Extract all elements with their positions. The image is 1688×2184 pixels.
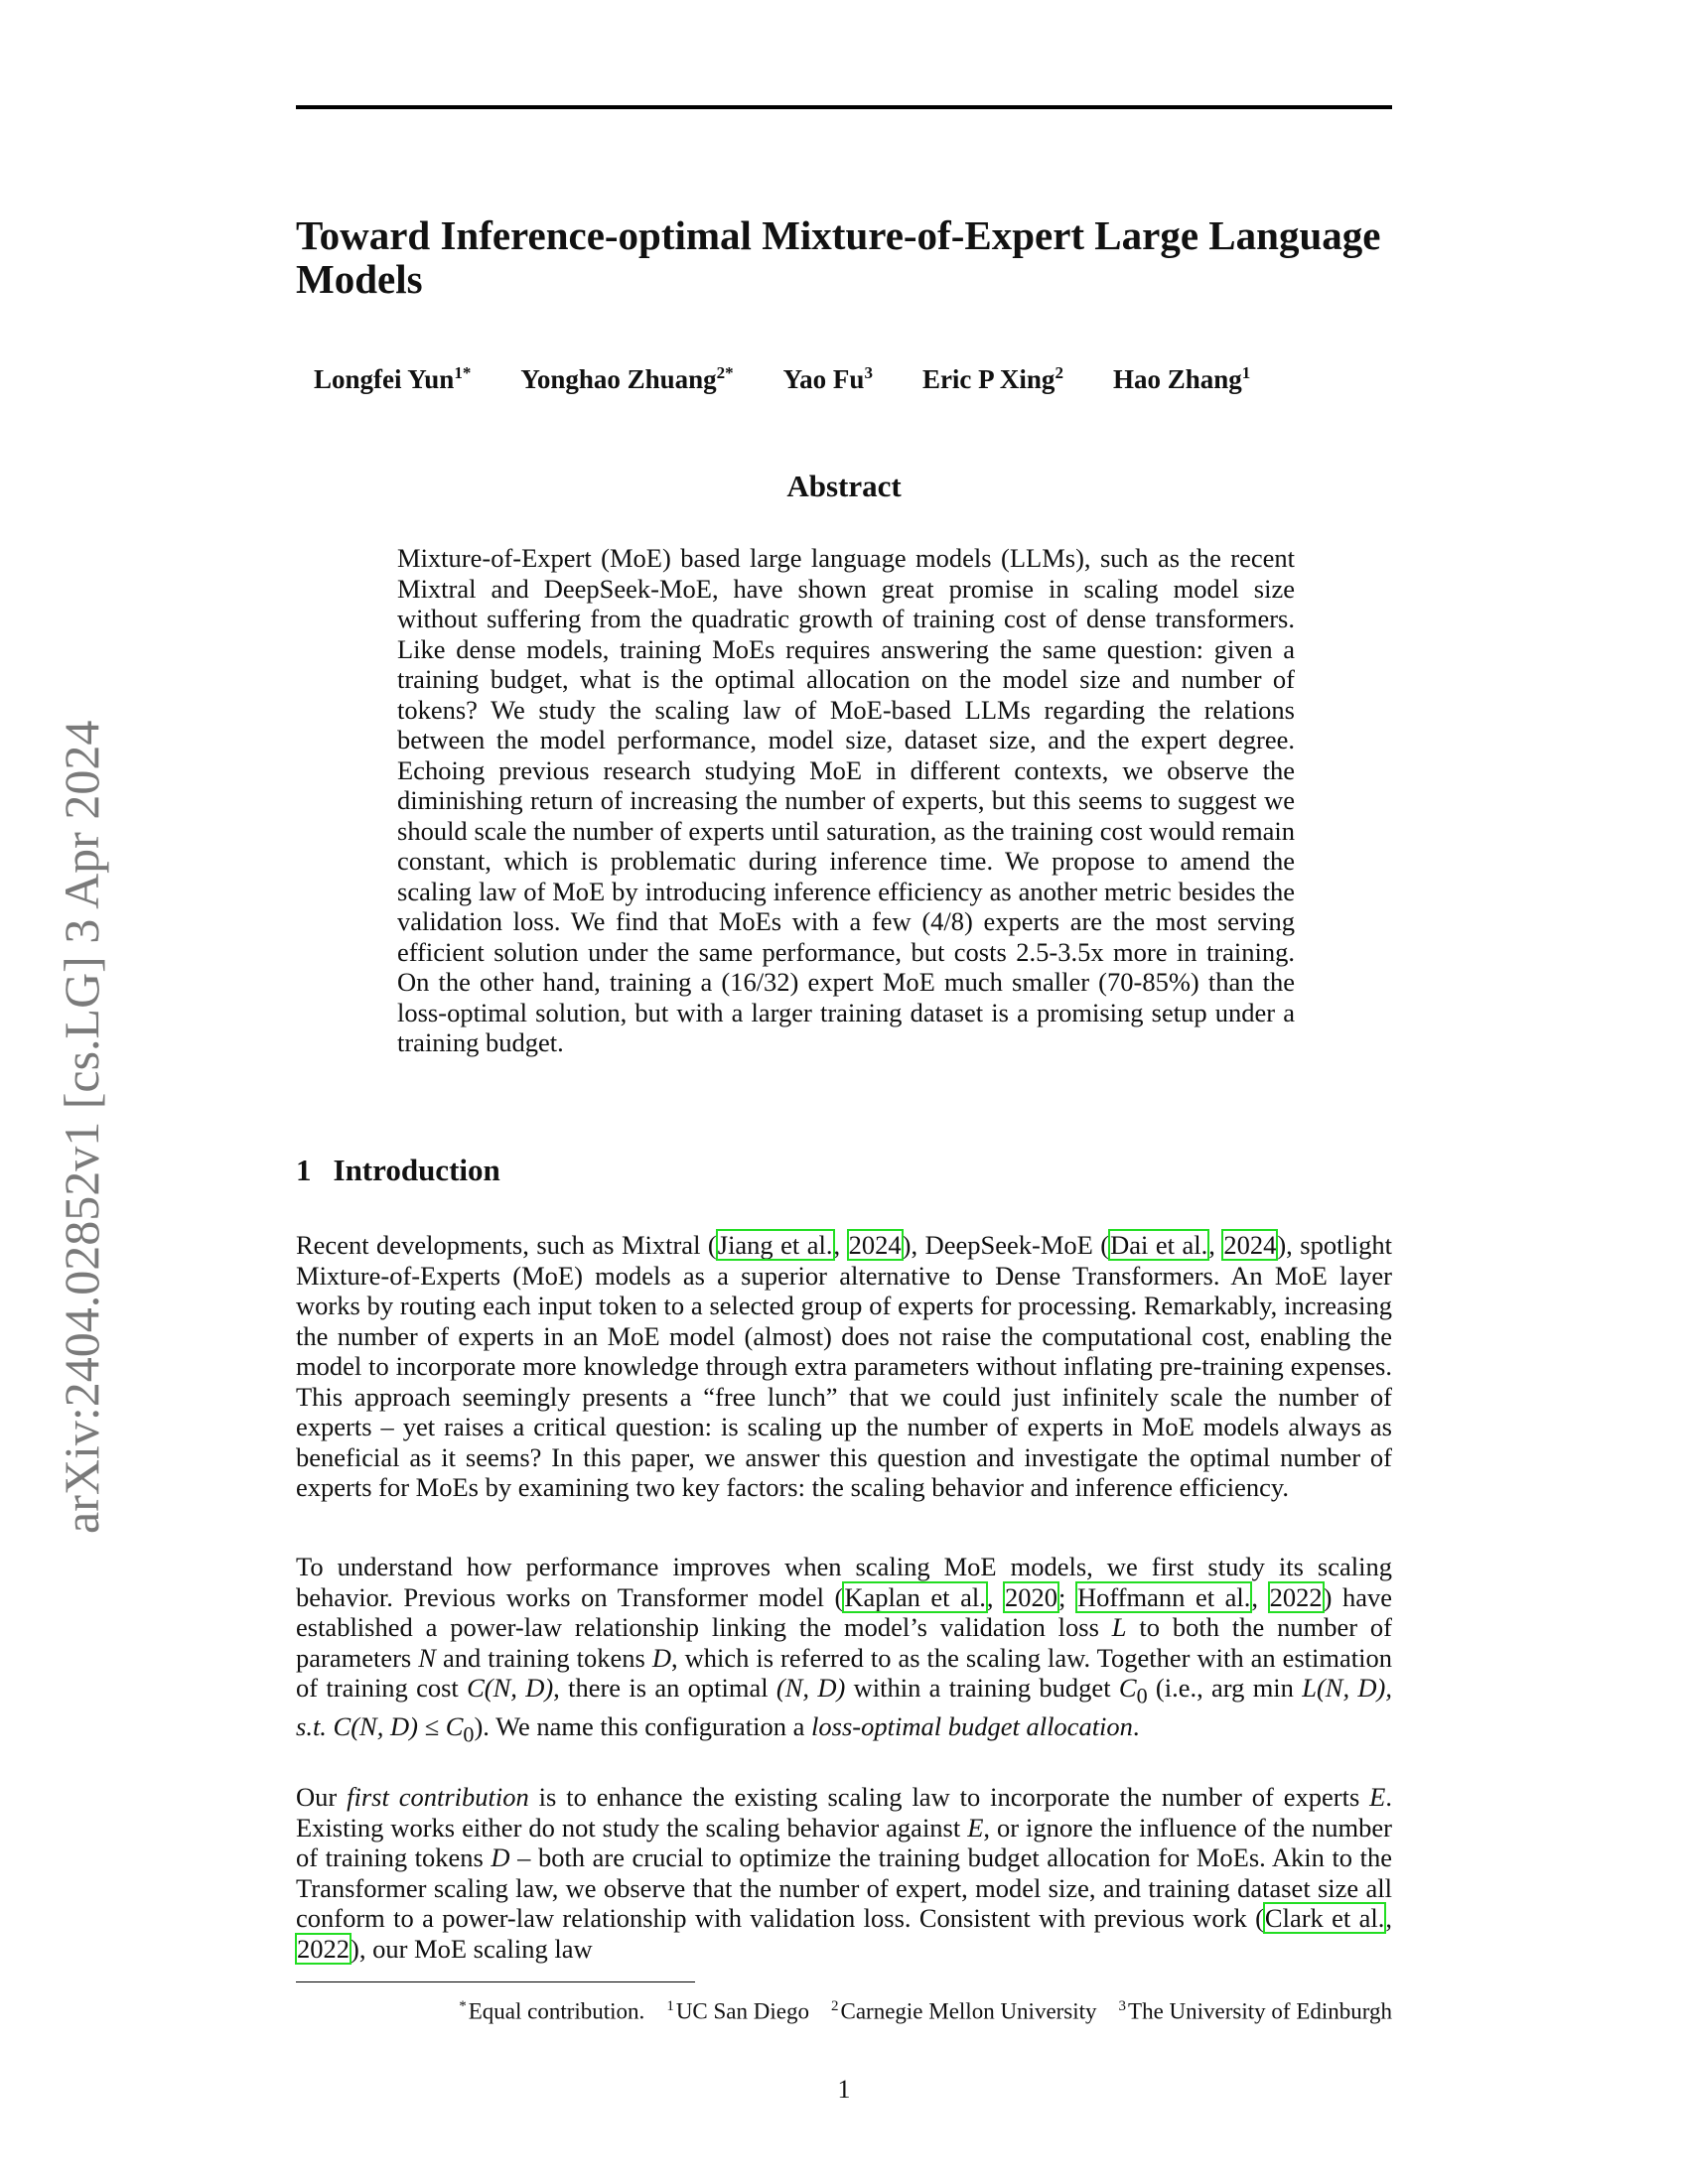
footnote-rule — [296, 1981, 695, 1982]
citation-link[interactable]: Clark et al. — [1264, 1903, 1385, 1933]
author-name: Yao Fu — [782, 364, 865, 394]
citation-link[interactable]: 2024 — [848, 1230, 902, 1260]
footnote-item: *Equal contribution. — [459, 1998, 645, 2024]
author-name: Hao Zhang — [1112, 364, 1242, 394]
footnote — [296, 1991, 1392, 2027]
abstract-heading: Abstract — [786, 469, 902, 503]
section-title: Introduction — [333, 1153, 500, 1187]
citation-link[interactable]: 2022 — [1269, 1581, 1323, 1612]
page-number: 1 — [837, 2075, 851, 2104]
arxiv-identifier: arXiv:2404.02852v1 [cs.LG] 3 Apr 2024 — [54, 720, 109, 1534]
author — [314, 353, 471, 399]
footnote-item: $^1$UC San Diego — [666, 1998, 809, 2024]
citation-link[interactable]: Hoffmann et al. — [1076, 1581, 1251, 1612]
author — [520, 353, 733, 399]
emphasis: first contribution — [347, 1782, 529, 1812]
math-symbol: C — [1118, 1673, 1137, 1703]
author-affiliation-mark: 3 — [864, 363, 873, 382]
top-rule — [296, 105, 1392, 109]
intro-paragraph-1: Recent developments, such as Mixtral (Jiang et al., 2024), DeepSeek-MoE (Dai et al., 2024), spotlight Mixture-of-Experts (MoE) models as a superior alternative to Dense Transformers. An MoE layer works by routing each input token to a selected group of experts for processing. Remarkably, increasing the number of experts in an MoE model (almost) does not raise the computational cost, enabling the model to incorporate more knowledge through extra parameters without inflating pre-training expenses. This approach seemingly presents a “free lunch” that we could just infinitely scale the number of experts – yet raises a critical question: is scaling up the number of experts in MoE models always as beneficial as it seems? In this paper, we answer this question and investigate the optimal number of experts for MoEs by examining two key factors: the scaling behavior and inference efficiency. — [296, 1230, 1393, 1502]
math-symbol: L — [1111, 1612, 1127, 1642]
math-symbol: D — [651, 1642, 671, 1673]
citation-link[interactable]: Dai et al. — [1110, 1230, 1208, 1260]
math-symbol: E — [967, 1812, 984, 1843]
abstract-text: Mixture-of-Expert (MoE) based large language models (LLMs), such as the recent Mixtral and DeepSeek-MoE, have shown great promise in scaling model size without suffering from the quadratic growth of training cost of dense transformers. Like dense models, training MoEs requires answering the same question: given a training budget, what is the optimal allocation on the model size and number of tokens? We study the scaling law of MoE-based LLMs regarding the relations between the model performance, model size, dataset size, and the expert degree. Echoing previous research studying MoE in different contexts, we observe the diminishing return of increasing the number of experts, but this seems to suggest we should scale the number of experts until saturation, as the training cost would remain constant, which is problematic during inference time. We propose to amend the scaling law of MoE by introducing inference efficiency as another metric besides the validation loss. We find that MoEs with a few (4/8) experts are the most serving efficient solution under the same performance, but costs 2.5-3.5x more in training. On the other hand, training a (16/32) expert MoE much smaller (70-85%) than the loss-optimal solution, but with a larger training dataset is a promising setup under a training budget. — [397, 543, 1295, 1057]
math-expression: L(N, D), s.t. C(N, D) ≤ C — [296, 1673, 1392, 1741]
author — [922, 353, 1063, 399]
footnote-item: $^2$Carnegie Mellon University — [830, 1998, 1097, 2024]
citation-link[interactable]: 2020 — [1005, 1581, 1058, 1612]
author — [783, 353, 873, 399]
intro-paragraph-2: To understand how performance improves when scaling MoE models, we first study its scaling behavior. Previous works on Transformer model (Kaplan et al., 2020; Hoffmann et al., 2022) have established a power-law relationship linking the model’s validation loss L to both the number of parameters N and training tokens D, which is referred to as the scaling law. Together with an estimation of training cost C(N, D), there is an optimal (N, D) within a training budget $C_0$ (i.e., arg min L(N, D), s.t. C(N, $D) \le C_0$). We name this configuration a loss-optimal budget allocation. — [296, 1552, 1393, 1747]
author-name: Eric P Xing — [921, 364, 1055, 394]
intro-paragraph-3: Our first contribution is to enhance the existing scaling law to incorporate the number of experts E. Existing works either do not study the scaling behavior against E, or ignore the influence of the number of training tokens D – both are crucial to optimize the training budget allocation for MoEs. Akin to the Transformer scaling law, we observe that the number of expert, model size, and training dataset size all conform to a power-law relationship with validation loss. Consistent with previous work (Clark et al., 2022), our MoE scaling law — [296, 1782, 1393, 1964]
citation-link[interactable]: Jiang et al. — [717, 1230, 833, 1260]
citation-link[interactable]: Kaplan et al. — [844, 1581, 986, 1612]
author-list — [314, 353, 1396, 399]
author-name: Yonghao Zhuang — [520, 364, 717, 394]
citation-link[interactable]: 2024 — [1223, 1230, 1277, 1260]
footnote-item: $^3$The University of Edinburgh — [1118, 1998, 1392, 2024]
section-number: 1 — [296, 1153, 312, 1187]
author-affiliation-mark: 1 — [1241, 363, 1251, 382]
citation-link[interactable]: 2022 — [297, 1933, 350, 1964]
author-affiliation-mark: 1* — [454, 363, 472, 382]
math-symbol: E — [1369, 1782, 1386, 1812]
author-affiliation-mark: 2 — [1055, 363, 1063, 382]
section-heading — [296, 1153, 500, 1188]
paper-title: Toward Inference-optimal Mixture-of-Expert Large Language Models — [296, 212, 1381, 302]
math-symbol: D — [491, 1843, 510, 1872]
author — [1113, 353, 1250, 399]
author-name: Longfei Yun — [314, 364, 455, 394]
author-affiliation-mark: 2* — [716, 363, 734, 382]
emphasis: loss-optimal budget allocation — [811, 1710, 1133, 1741]
math-expression: C(N, D) — [467, 1673, 554, 1703]
math-expression: (N, D) — [775, 1673, 846, 1703]
math-symbol: N — [418, 1642, 436, 1673]
